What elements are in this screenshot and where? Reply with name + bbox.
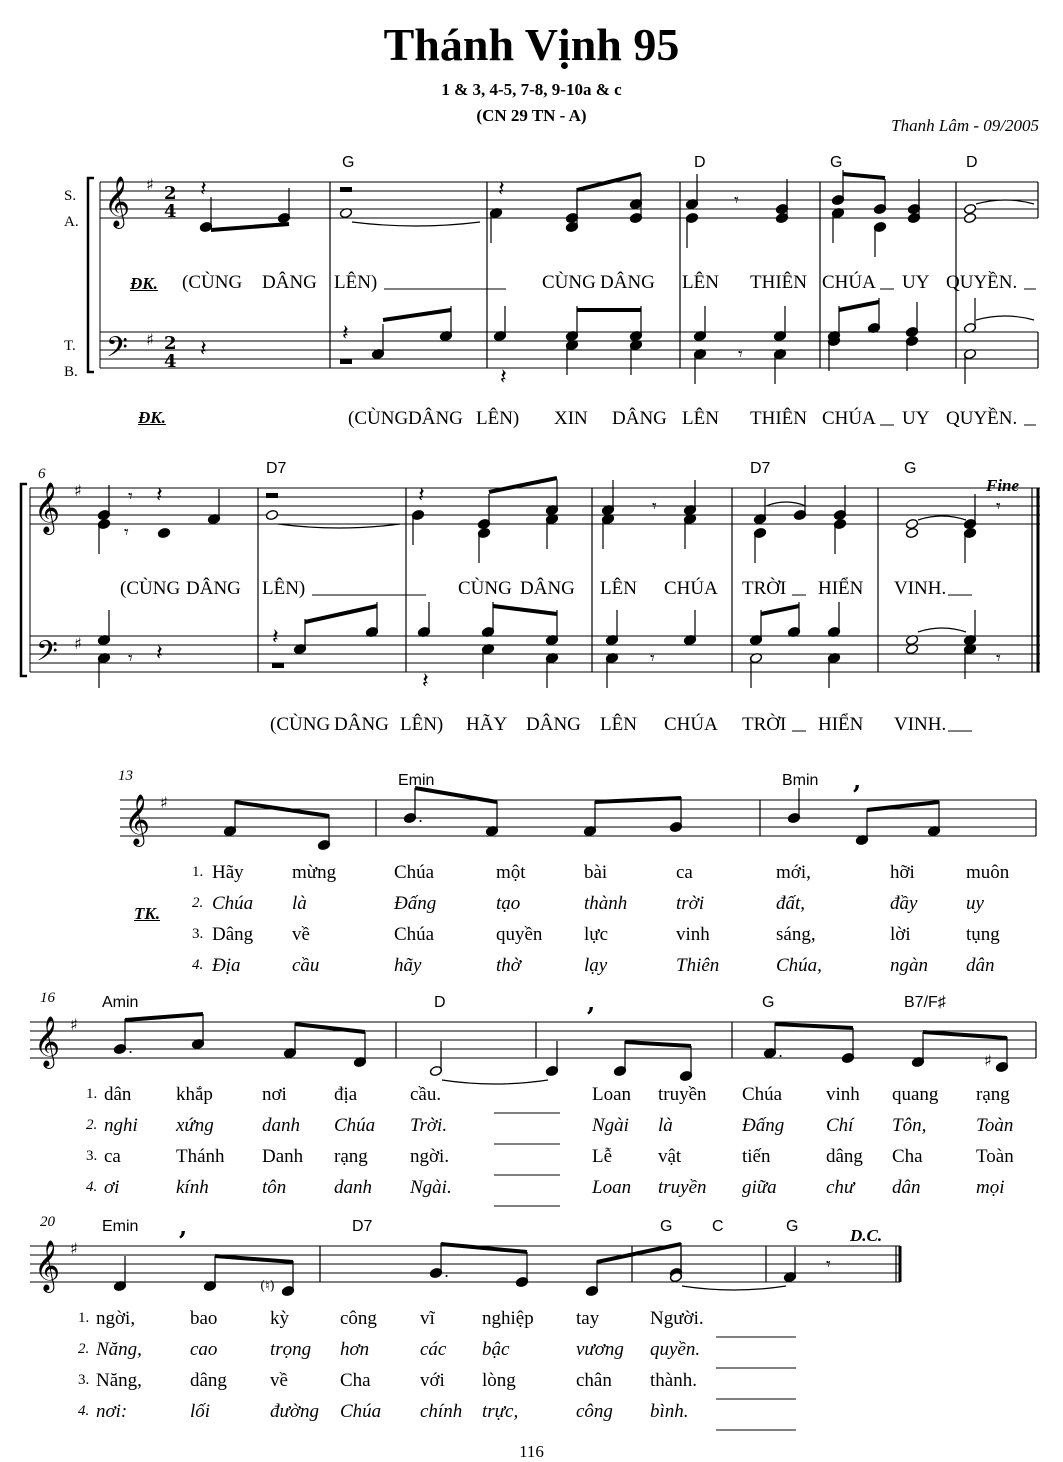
lyric-word: danh — [262, 1115, 300, 1136]
chord-symbol: D7 — [750, 460, 771, 477]
quarter-rest-icon: 𝄽 — [498, 177, 505, 202]
lyric: TRỜI — [742, 578, 787, 599]
dot: . — [418, 807, 424, 826]
time-signature: 4 — [164, 201, 177, 222]
lyric: LÊN — [682, 408, 719, 429]
lyric-word: Đấng — [394, 893, 437, 914]
tie — [918, 516, 966, 520]
key-signature-sharp-icon: ♯ — [146, 330, 154, 349]
lyric-word: Chúa, — [776, 955, 822, 976]
lyric-word: dân — [966, 955, 995, 976]
lyric-word: đầy — [890, 893, 918, 914]
lyric-word: lực — [584, 924, 609, 945]
verse-number: 4. — [86, 1179, 98, 1195]
lyric-word: Chúa — [340, 1401, 382, 1422]
lyric-word: kỳ — [270, 1308, 289, 1329]
lyric-word: tay — [576, 1308, 600, 1329]
lyric: LÊN — [600, 578, 637, 599]
treble-clef-icon: 𝄞 — [34, 1016, 61, 1067]
treble-clef-icon: 𝄞 — [124, 794, 151, 845]
eighth-rest-icon: 𝄾 — [734, 190, 739, 211]
lyric: DÂNG — [520, 578, 575, 599]
eighth-rest-icon: 𝄾 — [128, 648, 133, 669]
time-signature: 2 — [164, 183, 177, 204]
whole-rest-icon — [272, 663, 284, 668]
lyric-word: Chí — [826, 1115, 854, 1136]
lyric-word: thành. — [650, 1370, 697, 1391]
chord-symbol: D — [694, 154, 706, 171]
lyric: DÂNG — [334, 714, 389, 735]
lyric-word: danh — [334, 1177, 372, 1198]
beam — [125, 1014, 203, 1020]
tie — [442, 1080, 548, 1084]
lyric-word: bậc — [482, 1339, 510, 1360]
key-signature-sharp-icon: ♯ — [70, 1015, 78, 1034]
system-bracket — [88, 178, 94, 372]
lyric-word: dân — [892, 1177, 921, 1198]
treble-clef-icon: 𝄞 — [34, 482, 61, 533]
bass-clef-icon: 𝄢 — [36, 635, 58, 675]
measure-number: 13 — [118, 768, 133, 784]
lyric-word: đường — [270, 1401, 320, 1422]
lyric-word: Dâng — [212, 924, 254, 945]
lyric-word: trực, — [482, 1401, 519, 1422]
chord-symbol: B7/F♯ — [904, 994, 946, 1011]
lyric-word: là — [292, 893, 307, 914]
chord-symbol: D7 — [352, 1218, 373, 1235]
natural-accidental-icon: (♮) — [260, 1279, 275, 1294]
measure-number: 6 — [38, 466, 46, 482]
voice-label-bass: B. — [64, 364, 78, 380]
tie — [352, 222, 480, 226]
lyric-word: Thánh — [176, 1146, 225, 1167]
lyric-word: khắp — [176, 1084, 213, 1105]
composer: Thanh Lâm - 09/2005 — [891, 116, 1039, 135]
whole-rest-icon — [266, 493, 278, 498]
lyric-word: lối — [190, 1401, 211, 1422]
dot: . — [444, 1262, 450, 1281]
lyric-word: ơi — [104, 1177, 120, 1198]
verse-reference: 1 & 3, 4-5, 7-8, 9-10a & c — [441, 80, 622, 99]
tie — [682, 1286, 786, 1290]
voice-label-alto: A. — [64, 214, 79, 230]
lyric-word: Chúa — [394, 924, 435, 945]
lyric-word: cầu — [292, 955, 320, 976]
dot: . — [778, 1042, 784, 1061]
beam — [441, 1244, 527, 1252]
lyric: LÊN — [682, 272, 719, 293]
lyric: DÂNG — [262, 272, 317, 293]
lyric-word: cao — [190, 1339, 218, 1360]
lyric: THIÊN — [750, 408, 807, 429]
verse-number: 3. — [78, 1372, 90, 1388]
breath-mark-icon: ’ — [586, 1003, 596, 1033]
key-signature-sharp-icon: ♯ — [160, 793, 168, 812]
lyric: (CÙNG — [348, 408, 409, 429]
refrain-label: ĐK. — [130, 274, 158, 293]
lyric-word: ngời, — [96, 1308, 136, 1329]
verse-number: 3. — [192, 926, 204, 942]
lyric: HÃY — [466, 714, 508, 735]
lyric: HIỂN — [818, 714, 864, 735]
tie — [278, 524, 400, 528]
quarter-rest-icon: 𝄽 — [272, 625, 279, 650]
lyric-word: trọng — [270, 1339, 312, 1360]
lyric-word: Người. — [650, 1308, 704, 1329]
lyric-word: Ngài — [592, 1115, 629, 1136]
lyric-word: sáng, — [776, 924, 816, 945]
lyric-word: Đấng — [742, 1115, 785, 1136]
lyric-word: Ngài. — [410, 1177, 452, 1198]
whole-rest-icon — [340, 359, 352, 364]
verse-number: 4. — [192, 957, 204, 973]
lyric-word: quyền — [496, 924, 543, 945]
lyric: LÊN) — [400, 714, 444, 735]
chord-symbol: C — [712, 1218, 724, 1235]
lyric-word: chân — [576, 1370, 612, 1391]
refrain-label: ĐK. — [138, 408, 166, 427]
chord-symbol: G — [904, 460, 917, 477]
lyric-word: mới, — [776, 862, 811, 883]
lyric: CÙNG — [458, 578, 512, 599]
lyric-word: dâng — [826, 1146, 863, 1167]
lyric-word: kính — [176, 1177, 209, 1198]
beam — [493, 606, 557, 614]
lyric-word: Toàn — [976, 1115, 1014, 1136]
verse-number: 1. — [86, 1086, 98, 1102]
lyric-word: nơi: — [96, 1401, 128, 1422]
lyric-word: lạy — [584, 955, 608, 976]
lyric-word: Chúa — [212, 893, 254, 914]
lyric-word: tôn — [262, 1177, 287, 1198]
lyric-word: nghi — [104, 1115, 138, 1136]
lyric: XIN — [554, 408, 588, 429]
chord-symbol: D — [434, 994, 446, 1011]
dc-marking: D.C. — [850, 1226, 883, 1245]
breath-mark-icon: ’ — [178, 1227, 188, 1257]
lyric-word: Danh — [262, 1146, 304, 1167]
occasion: (CN 29 TN - A) — [476, 106, 587, 125]
voice-label-tenor: T. — [64, 338, 76, 354]
tie — [766, 502, 806, 506]
lyric-word: thành — [584, 893, 628, 914]
verse-number: 2. — [192, 895, 204, 911]
lyric-word: Năng, — [96, 1370, 142, 1391]
lyric-word: công — [340, 1308, 377, 1329]
lyric: UY — [902, 408, 930, 429]
time-signature: 4 — [164, 351, 177, 372]
chord-symbol: Emin — [102, 1218, 139, 1235]
quarter-rest-icon: 𝄽 — [342, 321, 349, 346]
treble-clef-icon: 𝄞 — [104, 176, 131, 227]
tie — [918, 628, 966, 632]
note-head — [963, 212, 976, 223]
lyric: THIÊN — [750, 272, 807, 293]
chord-symbol: Emin — [398, 772, 435, 789]
lyric-word: ngời. — [410, 1146, 450, 1167]
time-signature: 2 — [164, 333, 177, 354]
lyric-word: Cha — [340, 1370, 371, 1391]
lyric-word: tiến — [742, 1146, 771, 1167]
fine-marking: Fine — [986, 476, 1020, 495]
lyric-word: bài — [584, 862, 608, 883]
chord-symbol: G — [762, 994, 775, 1011]
lyric-word: các — [420, 1339, 447, 1360]
lyric-word: Loan — [592, 1084, 632, 1105]
lyric: DÂNG — [408, 408, 463, 429]
lyric-word: Cha — [892, 1146, 923, 1167]
lyric-word: nơi — [262, 1084, 287, 1105]
sharp-accidental-icon: ♯ — [984, 1051, 992, 1070]
chord-symbol: D7 — [266, 460, 287, 477]
key-signature-sharp-icon: ♯ — [146, 175, 154, 194]
lyric: QUYỀN. — [946, 408, 1018, 429]
lyric: CÙNG — [542, 272, 596, 293]
lyric: QUYỀN. — [946, 272, 1018, 293]
lyric: DÂNG — [600, 272, 655, 293]
lyric-word: một — [496, 862, 526, 883]
lyric-word: Tôn, — [892, 1115, 927, 1136]
lyric-word: rạng — [334, 1146, 368, 1167]
note-head — [265, 509, 278, 520]
lyric-word: Trời. — [410, 1115, 448, 1136]
quarter-rest-icon: 𝄽 — [156, 641, 163, 666]
tie — [976, 200, 1034, 204]
chord-symbol: G — [660, 1218, 673, 1235]
eighth-rest-icon: 𝄾 — [128, 486, 133, 507]
note-head — [905, 527, 918, 538]
eighth-rest-icon: 𝄾 — [738, 344, 743, 365]
lyric-word: mừng — [292, 862, 337, 883]
chord-symbol: D — [966, 154, 978, 171]
lyric-word: ngàn — [890, 955, 928, 976]
beam — [761, 606, 799, 614]
chord-symbol: G — [786, 1218, 799, 1235]
key-signature-sharp-icon: ♯ — [70, 1239, 78, 1258]
verse-number: 1. — [192, 864, 204, 880]
note-head — [157, 527, 170, 538]
lyric-word: vinh — [676, 924, 710, 945]
lyric-word: giữa — [742, 1177, 777, 1198]
lyric-word: hãy — [394, 955, 422, 976]
lyric: HIỂN — [818, 578, 864, 599]
voice-label-soprano: S. — [64, 188, 77, 204]
beam — [597, 1244, 681, 1262]
lyric-word: vật — [658, 1146, 682, 1167]
lyric-word: cầu. — [410, 1084, 442, 1105]
beam — [383, 310, 451, 320]
eighth-rest-icon: 𝄾 — [996, 496, 1001, 517]
breath-mark-icon: ’ — [852, 781, 862, 811]
verse-number: 4. — [78, 1403, 90, 1419]
treble-clef-icon: 𝄞 — [34, 1240, 61, 1291]
lyric-word: trời — [676, 893, 705, 914]
lyric-word: về — [292, 924, 310, 945]
lyric-word: xứng — [176, 1115, 214, 1136]
quarter-rest-icon: 𝄽 — [156, 483, 163, 508]
chord-symbol: G — [342, 154, 355, 171]
lyric-word: dân — [104, 1084, 132, 1105]
lyric-word: chư — [826, 1177, 855, 1198]
system-bracket — [21, 484, 27, 676]
lyric-word: ca — [104, 1146, 121, 1167]
lyric-word: Lễ — [592, 1146, 613, 1167]
lyric: CHÚA — [822, 272, 876, 293]
beam — [839, 302, 879, 310]
quarter-rest-icon: 𝄽 — [418, 483, 425, 508]
lyric-word: bình. — [650, 1401, 689, 1422]
beam — [305, 606, 377, 622]
lyric: (CÙNG — [120, 578, 181, 599]
lyric-word: đất, — [776, 893, 806, 914]
lyric-word: rạng — [976, 1084, 1010, 1105]
lyric-word: Năng, — [96, 1339, 142, 1360]
lyric-word: Thiên — [676, 955, 720, 976]
chord-symbol: G — [830, 154, 843, 171]
note-head — [905, 518, 918, 529]
lyric-word: chính — [420, 1401, 463, 1422]
verse-label: TK. — [134, 904, 160, 923]
lyric-word: uy — [966, 893, 984, 914]
lyric: LÊN — [600, 714, 637, 735]
quarter-rest-icon: 𝄽 — [200, 337, 207, 362]
beam — [211, 224, 289, 230]
chord-symbol: Bmin — [782, 772, 819, 789]
beam — [775, 1024, 853, 1028]
verse-number: 2. — [78, 1341, 90, 1357]
eighth-rest-icon: 𝄾 — [996, 648, 1001, 669]
lyric: DÂNG — [186, 578, 241, 599]
verse-number: 1. — [78, 1310, 90, 1326]
verse-number: 3. — [86, 1148, 98, 1164]
lyric: CHÚA — [664, 714, 718, 735]
lyric-word: quang — [892, 1084, 939, 1105]
lyric: LÊN) — [334, 272, 378, 293]
lyric-word: thờ — [496, 955, 521, 976]
lyric-word: muôn — [966, 862, 1010, 883]
tie — [976, 316, 1034, 320]
lyric-word: là — [658, 1115, 673, 1136]
beam — [215, 1256, 293, 1262]
lyric-word: lời — [890, 924, 911, 945]
measure-number: 20 — [40, 1214, 55, 1230]
lyric-word: tụng — [966, 924, 1000, 945]
lyric-word: bao — [190, 1308, 218, 1329]
beam — [595, 798, 681, 802]
lyric: VINH. — [894, 714, 947, 735]
chord-symbol: Amin — [102, 994, 139, 1011]
lyric-word: hơn — [340, 1339, 370, 1360]
lyric-word: truyền — [658, 1177, 707, 1198]
beam — [923, 1032, 1007, 1038]
beam — [843, 174, 885, 178]
lyric-word: Toàn — [976, 1146, 1014, 1167]
lyric: TRỜI — [742, 714, 787, 735]
lyric-word: vương — [576, 1339, 624, 1360]
lyric-word: mọi — [976, 1177, 1005, 1198]
measure-number: 16 — [40, 990, 55, 1006]
beam — [489, 478, 557, 492]
whole-rest-icon — [340, 187, 352, 192]
eighth-rest-icon: 𝄾 — [650, 648, 655, 669]
lyric-word: Hãy — [212, 862, 244, 883]
lyric-word: vinh — [826, 1084, 860, 1105]
quarter-rest-icon: 𝄽 — [422, 669, 429, 694]
lyric: LÊN) — [476, 408, 520, 429]
lyric-word: ca — [676, 862, 693, 883]
lyric-word: truyền — [658, 1084, 707, 1105]
lyric-word: dâng — [190, 1370, 227, 1391]
lyric-word: lòng — [482, 1370, 516, 1391]
lyric-word: Chúa — [334, 1115, 376, 1136]
verse-number: 2. — [86, 1117, 98, 1133]
lyric: CHÚA — [822, 408, 876, 429]
lyric-word: Chúa — [394, 862, 435, 883]
lyric-word: quyền. — [650, 1339, 701, 1360]
lyric-word: hỡi — [890, 862, 915, 883]
note-head — [963, 203, 976, 214]
lyric: (CÙNG — [182, 272, 243, 293]
dot: . — [128, 1038, 134, 1057]
lyric-word: với — [420, 1370, 445, 1391]
lyric-word: vĩ — [420, 1308, 435, 1329]
lyric-word: Loan — [592, 1177, 632, 1198]
lyric: (CÙNG — [270, 714, 331, 735]
page-number: 116 — [519, 1442, 544, 1461]
song-title: Thánh Vịnh 95 — [383, 19, 680, 70]
lyric-word: công — [576, 1401, 613, 1422]
quarter-rest-icon: 𝄽 — [200, 177, 207, 202]
lyric-word: Chúa — [742, 1084, 783, 1105]
key-signature-sharp-icon: ♯ — [74, 634, 82, 653]
eighth-rest-icon: 𝄾 — [124, 522, 129, 543]
lyric: VINH. — [894, 578, 947, 599]
lyric-word: Địa — [212, 955, 241, 976]
eighth-rest-icon: 𝄾 — [826, 1254, 831, 1275]
lyric-word: nghiệp — [482, 1308, 534, 1329]
lyric: LÊN) — [262, 578, 306, 599]
quarter-rest-icon: 𝄽 — [500, 365, 507, 390]
lyric: CHÚA — [664, 578, 718, 599]
key-signature-sharp-icon: ♯ — [74, 481, 82, 500]
eighth-rest-icon: 𝄾 — [652, 496, 657, 517]
lyric-word: về — [270, 1370, 288, 1391]
lyric-word: tạo — [496, 893, 521, 914]
lyric: DÂNG — [612, 408, 667, 429]
lyric: UY — [902, 272, 930, 293]
beam — [625, 1042, 691, 1046]
lyric-word: địa — [334, 1084, 358, 1105]
bass-clef-icon: 𝄢 — [106, 331, 128, 371]
lyric: DÂNG — [526, 714, 581, 735]
